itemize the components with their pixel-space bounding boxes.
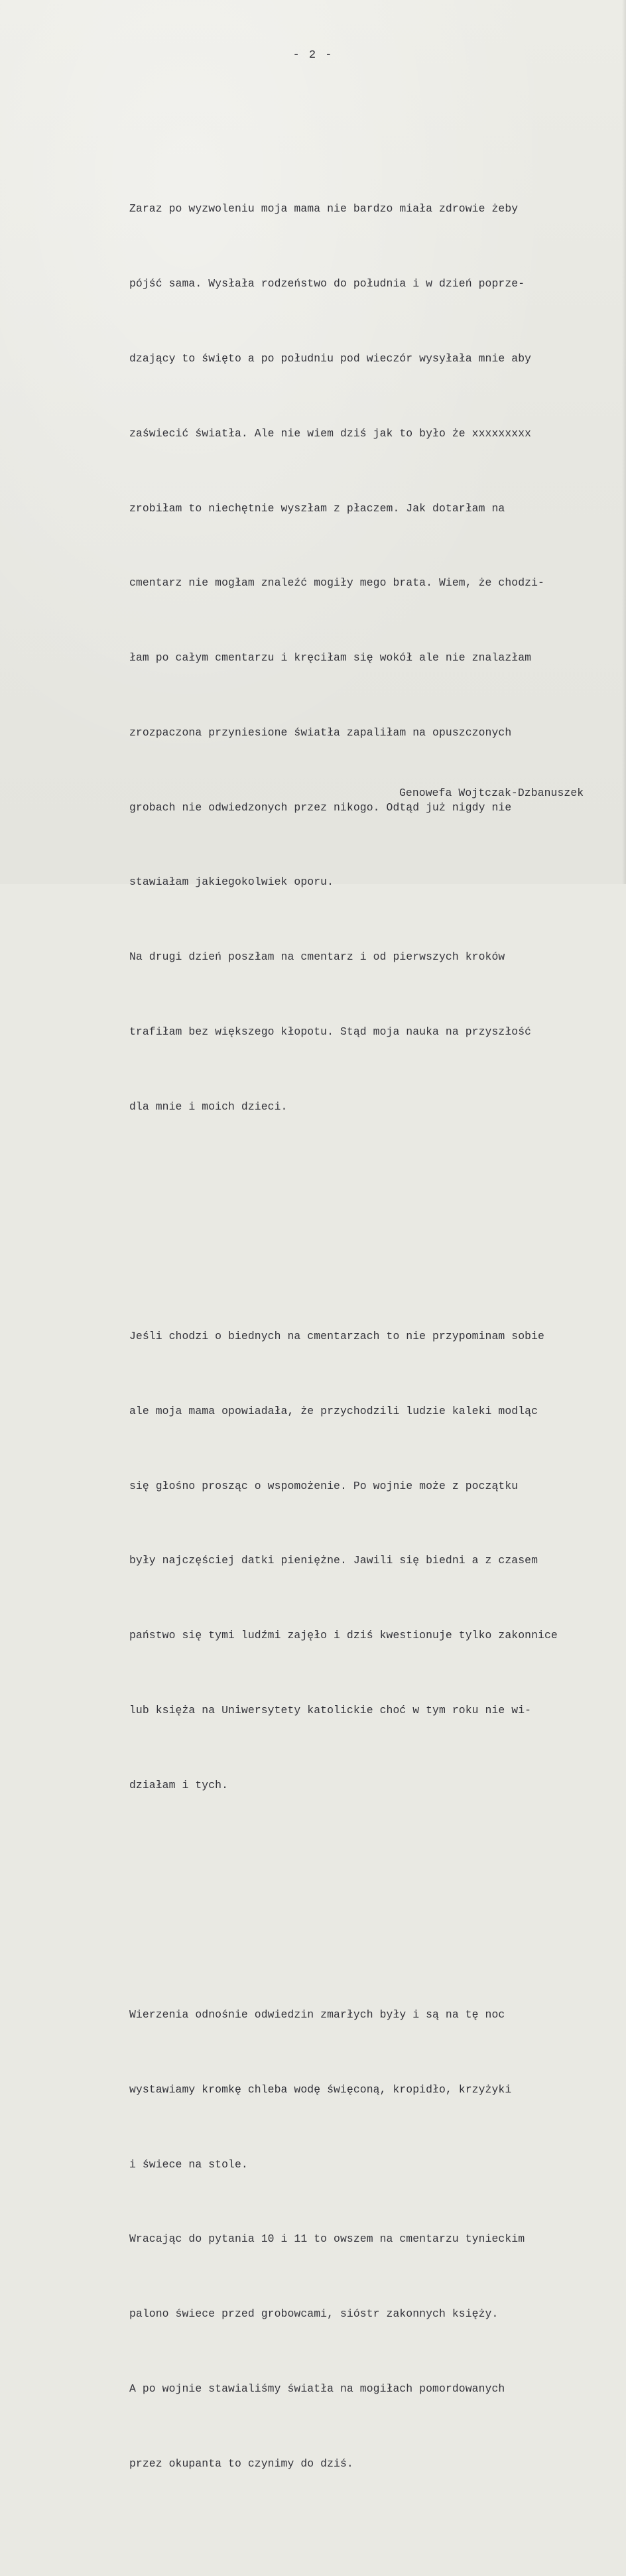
- document-body: [129, 97, 623, 2576]
- paragraph-gap: [129, 1219, 623, 1224]
- text-line: Na drugi dzień poszłam na cmentarz i od pierwszych kroków: [129, 950, 505, 964]
- text-line: dla mnie i moich dzieci.: [129, 1100, 288, 1113]
- text-line: państwo się tymi ludźmi zajęło i dziś kwestionuje tylko zakonnice: [129, 1629, 558, 1642]
- text-line: zaświecić światła. Ale nie wiem dziś jak to było że xxxxxxxxx: [129, 426, 532, 440]
- text-line: Wierzenia odnośnie odwiedzin zmarłych były i są na tę noc: [129, 2008, 505, 2022]
- text-line: stawiałam jakiegokolwiek oporu.: [129, 875, 334, 889]
- signature: Genowefa Wojtczak-Dzbanuszek: [399, 787, 584, 799]
- paragraph: [129, 1274, 623, 1848]
- text-line: lub księża na Uniwersytety katolickie choć w tym roku nie wi-: [129, 1704, 532, 1716]
- text-line: wystawiamy kromkę chleba wodę święconą, kropidło, krzyżyki: [129, 2083, 512, 2096]
- text-line: Zaraz po wyzwoleniu moja mama nie bardzo miała zdrowie żeby: [129, 202, 519, 216]
- text-line: zrozpaczona przyniesione światła zapaliłam na opuszczonych: [129, 726, 512, 739]
- paragraph-gap: [129, 1898, 623, 1903]
- text-line: ale moja mama opowiadała, że przychodzili ludzie kaleki modląc: [129, 1404, 538, 1417]
- text-line: były najczęściej datki pieniężne. Jawili się biedni a z czasem: [129, 1554, 538, 1567]
- page-number: - 2 -: [292, 49, 334, 62]
- text-line: pójść sama. Wysłała rodzeństwo do południa i w dzień poprze-: [129, 277, 525, 290]
- page-edge-shadow: [622, 0, 626, 884]
- text-line: Wracając do pytania 10 i 11 to owszem na cmentarzu tynieckim: [129, 2232, 525, 2246]
- text-line: i świece na stole.: [129, 2157, 248, 2171]
- text-line: łam po całym cmentarzu i kręciłam się wokół ale nie znalazłam: [129, 651, 532, 665]
- paragraph: [129, 147, 623, 1169]
- text-line: działam i tych.: [129, 1778, 229, 1791]
- paragraph: [129, 1953, 623, 2526]
- text-line: przez okupanta to czynimy do dziś.: [129, 2457, 353, 2470]
- text-line: się głośno prosząc o wspomożenie. Po wojnie może z początku: [129, 1479, 519, 1492]
- text-line: trafiłam bez większego kłopotu. Stąd moja nauka na przyszłość: [129, 1025, 532, 1038]
- text-line: dzający to święto a po południu pod wieczór wysyłała mnie aby: [129, 352, 532, 365]
- text-line: grobach nie odwiedzonych przez nikogo. Odtąd już nigdy nie: [129, 801, 512, 814]
- text-line: cmentarz nie mogłam znaleźć mogiły mego brata. Wiem, że chodzi-: [129, 576, 544, 590]
- text-line: zrobiłam to niechętnie wyszłam z płaczem. Jak dotarłam na: [129, 501, 505, 515]
- text-line: Jeśli chodzi o biednych na cmentarzach to nie przypominam sobie: [129, 1330, 544, 1343]
- text-line: palono świece przed grobowcami, sióstr zakonnych księży.: [129, 2307, 499, 2321]
- text-line: A po wojnie stawialiśmy światła na mogiłach pomordowanych: [129, 2382, 505, 2396]
